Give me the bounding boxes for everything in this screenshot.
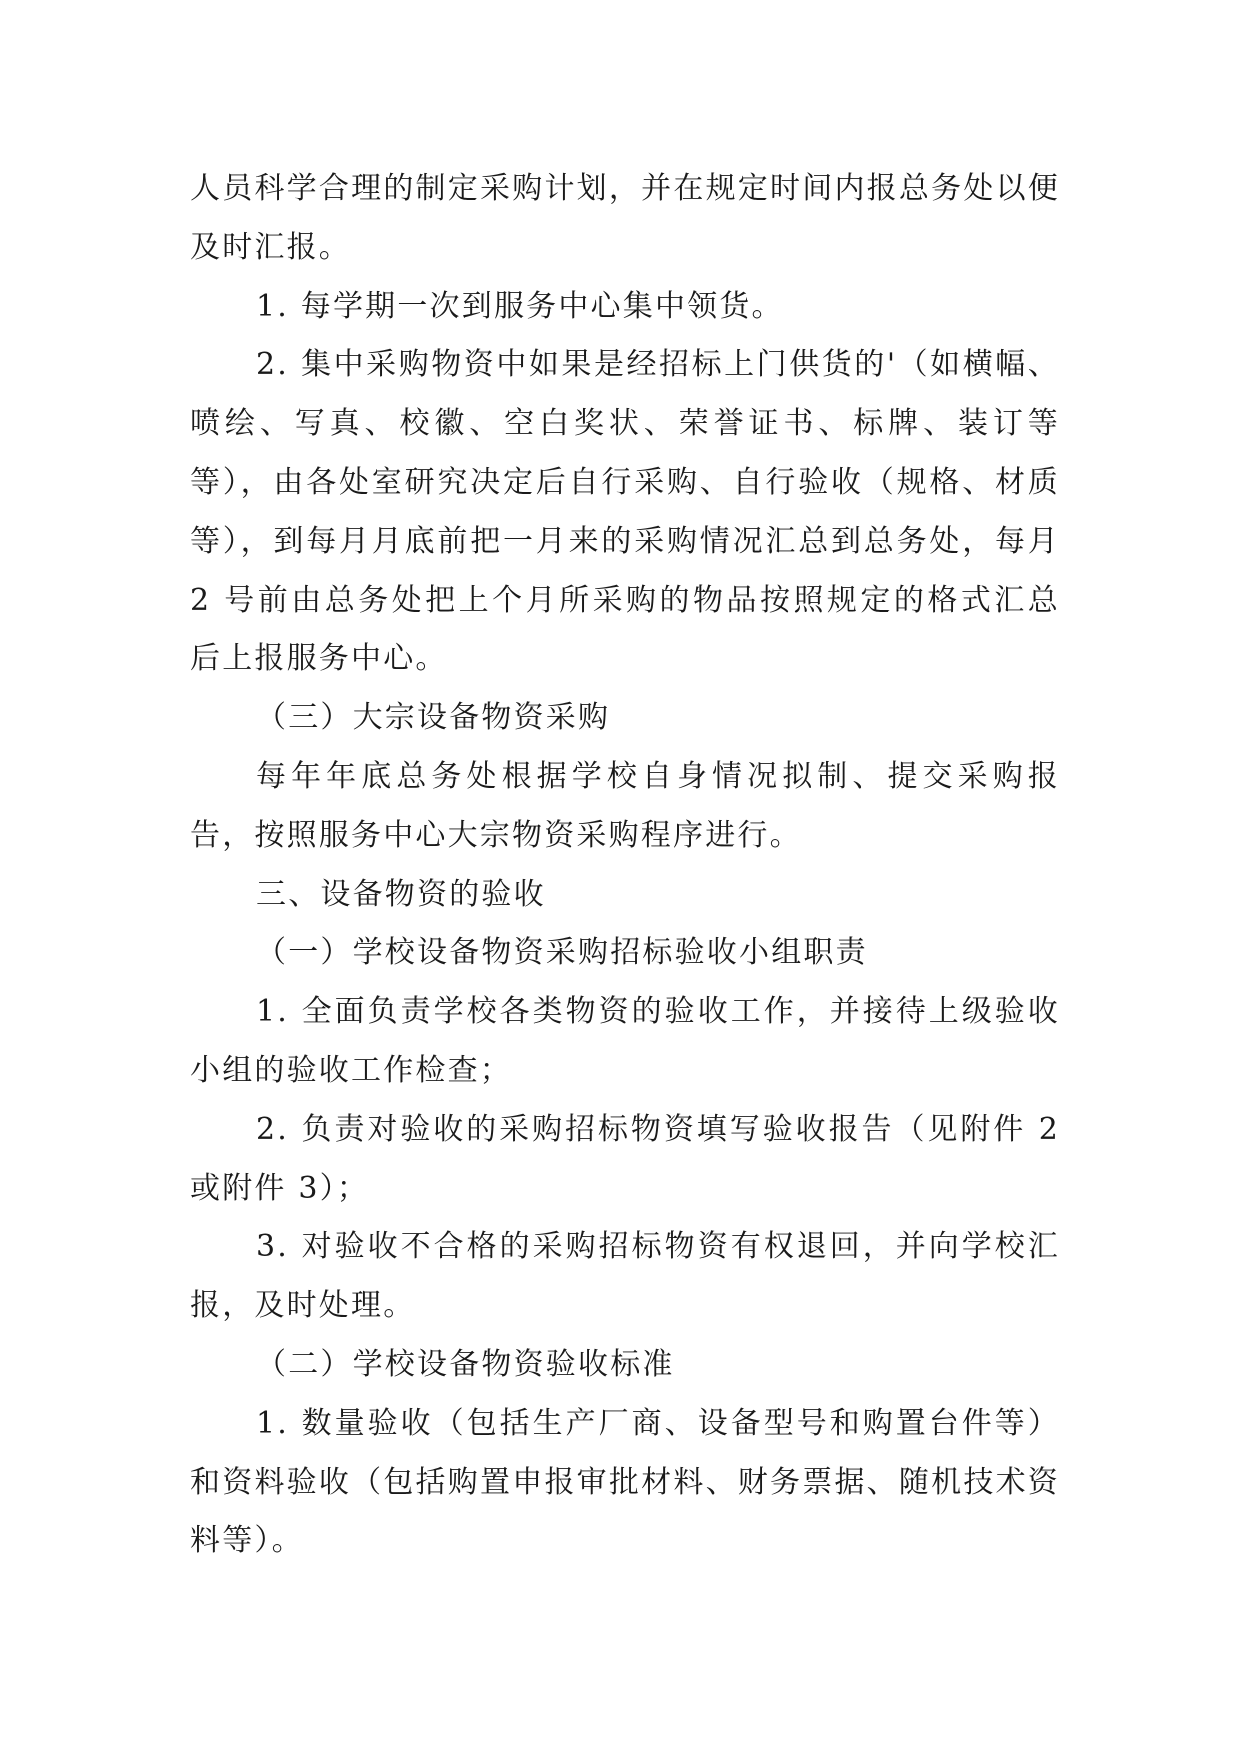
paragraph-10: 3. 对验收不合格的采购招标物资有权退回，并向学校汇报，及时处理。 [190,1229,1060,1324]
chapter-heading-3: 三、设备物资的验收 [256,876,546,912]
paragraph-12: 1. 数量验收（包括生产厂商、设备型号和购置台件等）和资料验收（包括购置申报审批材料、财务票据、随机技术资料等）。 [190,1405,1060,1559]
document-body [190,160,1060,1571]
paragraph-3: 2. 集中采购物资中如果是经招标上门供货的'（如横幅、喷绘、写真、校徽、空白奖状、荣誉证书、标牌、装订等等），由各处室研究决定后自行采购、自行验收（规格、材质等），到每月月底前把一月来的采购情况汇总到总务处，每月 2 号前由总务处把上个月所采购的物品按照规定的格式汇总后上报服务中心。 [190,347,1060,677]
paragraph-9: 2. 负责对验收的采购招标物资填写验收报告（见附件 2 或附件 3）； [190,1111,1060,1206]
section-heading-1: （一）学校设备物资采购招标验收小组职责 [256,935,868,971]
paragraph-5: 每年年底总务处根据学校自身情况拟制、提交采购报告，按照服务中心大宗物资采购程序进行。 [190,758,1060,853]
paragraph-1: 人员科学合理的制定采购计划，并在规定时间内报总务处以便及时汇报。 [190,171,1060,265]
paragraph-8: 1. 全面负责学校各类物资的验收工作，并接待上级验收小组的验收工作检查； [190,994,1060,1088]
section-heading-3: （三）大宗设备物资采购 [256,700,611,736]
paragraph-2: 1. 每学期一次到服务中心集中领货。 [256,288,784,324]
section-heading-2: （二）学校设备物资验收标准 [256,1346,675,1382]
